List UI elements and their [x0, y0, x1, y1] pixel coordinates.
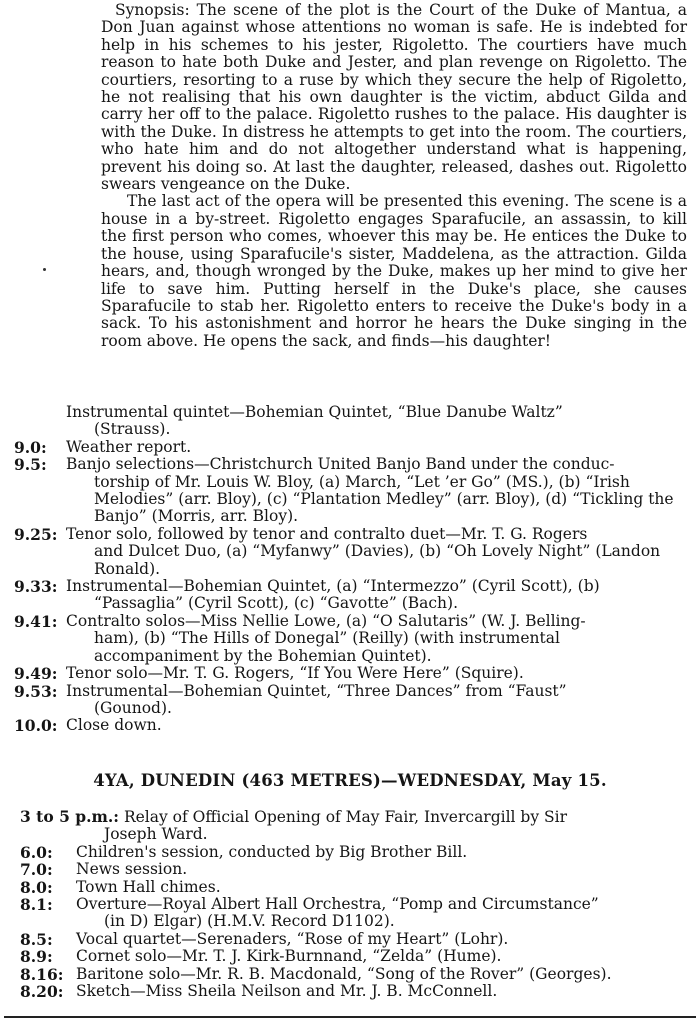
program-description: Overture—Royal Albert Hall Orchestra, “Pomp and Circumstance”: [76, 895, 599, 914]
program-description: Sketch—Miss Sheila Neilson and Mr. J. B. McConnell.: [76, 982, 498, 1001]
program-item: [14, 439, 688, 456]
program-time: 8.0:: [20, 877, 53, 897]
program-description-continued: Joseph Ward.: [104, 825, 208, 844]
program-description: Relay of Official Opening of May Fair, Invercargill by Sir: [123, 808, 568, 826]
program-list-dunedin: [20, 808, 690, 1000]
program-description: Contralto solos—Miss Nellie Lowe, (a) “O Salutaris” (W. J. Belling-: [66, 611, 586, 630]
program-item: [20, 844, 690, 861]
program-item: [14, 404, 688, 439]
program-time: 3 to 5 p.m.:: [20, 807, 120, 826]
program-time: 9.49:: [14, 664, 58, 684]
program-item: [14, 578, 688, 613]
program-description: Banjo selections—Christchurch United Banjo Band under the conduc-: [66, 455, 615, 474]
program-time: 8.5:: [20, 929, 53, 949]
program-description-continued: and Dulcet Duo, (a) “Myfanwy” (Davies), (b) “Oh Lovely Night” (Landon Ronald).: [94, 542, 661, 578]
program-description: Instrumental quintet—Bohemian Quintet, “Blue Danube Waltz”: [66, 403, 563, 421]
program-description-continued: (in D) Elgar) (H.M.V. Record D1102).: [104, 912, 395, 931]
program-description-continued: (Gounod).: [94, 698, 172, 717]
program-description-continued: ham), (b) “The Hills of Donegal” (Reilly) (with instrumental accompaniment by the Bohemian Quintet).: [94, 629, 560, 665]
program-description: Instrumental—Bohemian Quintet, “Three Dances” from “Faust”: [66, 681, 567, 700]
program-description: Children's session, conducted by Big Brother Bill.: [76, 842, 468, 861]
program-item: [14, 717, 688, 734]
opera-synopsis: [101, 2, 687, 350]
program-description: News session.: [76, 860, 188, 879]
program-item: [14, 613, 688, 665]
program-list-evening: [14, 404, 688, 735]
program-description: Weather report.: [66, 437, 192, 456]
program-item: [20, 808, 690, 844]
program-description-continued: “Passaglia” (Cyril Scott), (c) “Gavotte” (Bach).: [94, 594, 459, 613]
program-item: [20, 966, 690, 983]
program-item: [14, 456, 688, 526]
program-description: Tenor solo—Mr. T. G. Rogers, “If You Were Here” (Squire).: [66, 664, 524, 683]
column-bottom-rule: [4, 1016, 696, 1018]
program-time: 9.25:: [14, 524, 58, 544]
program-description: Cornet solo—Mr. T. J. Kirk-Burnnand, “Zelda” (Hume).: [76, 947, 502, 966]
program-time: 8.20:: [20, 982, 64, 1002]
program-time: 9.41:: [14, 611, 58, 631]
program-time: 9.5:: [14, 455, 47, 475]
program-description: Instrumental—Bohemian Quintet, (a) “Intermezzo” (Cyril Scott), (b): [66, 577, 600, 596]
program-description: Baritone solo—Mr. R. B. Macdonald, “Song of the Rover” (Georges).: [76, 964, 612, 983]
program-item: [20, 983, 690, 1000]
program-item: [20, 861, 690, 878]
program-item: [20, 896, 690, 931]
program-item: [14, 526, 688, 578]
program-time: 9.33:: [14, 577, 58, 597]
program-description: Close down.: [66, 716, 162, 735]
program-description-continued: (Strauss).: [94, 420, 171, 439]
program-time: 7.0:: [20, 860, 53, 880]
station-heading: 4YA, DUNEDIN (463 METRES)—WEDNESDAY, May 15.: [93, 771, 607, 790]
program-time: 8.16:: [20, 964, 64, 984]
program-item: [14, 665, 688, 682]
program-description: Town Hall chimes.: [76, 877, 221, 896]
synopsis-paragraph-1: Synopsis: The scene of the plot is the Court of the Duke of Mantua, a Don Juan against whose attentions no woman is safe. He is indebted for help in his schemes to his jester, Rigoletto. The courtiers have much reason to hate both Duke and Jester, and plan revenge on Rigoletto. The courtiers, resorting to a ruse by which they secure the help of Rigoletto, he not realising that his own daughter is the victim, abduct Gilda and carry her off to the palace. Rigoletto rushes to the palace. His daughter is with the Duke. In distress he attempts to get into the room. The courtiers, who hate him and do not altogether understand what is happening, prevent his doing so. At last the daughter, released, dashes out. Rigoletto swears vengeance on the Duke.: [101, 1, 687, 194]
synopsis-paragraph-2: The last act of the opera will be presented this evening. The scene is a house in a by-street. Rigoletto engages Sparafucile, an assassin, to kill the first person who comes, whoever this may be. He entices the Duke to the house, using Sparafucile's sister, Maddelena, as the attraction. Gilda hears, and, though wronged by the Duke, makes up her mind to give her life to save him. Putting herself in the Duke's place, she causes Sparafucile to stab her. Rigoletto enters to receive the Duke's body in a sack. To his astonishment and horror he hears the Duke singing in the room above. He opens the sack, and finds—his daughter!: [101, 192, 687, 350]
program-time: 8.9:: [20, 947, 53, 967]
program-time: 10.0:: [14, 716, 58, 736]
program-item: [20, 948, 690, 965]
print-speck: [43, 268, 46, 271]
program-time: 6.0:: [20, 842, 53, 862]
program-description-continued: torship of Mr. Louis W. Bloy, (a) March, “Let ’er Go” (MS.), (b) “Irish Melodies” (arr. Bloy), (c) “Plantation Medley” (arr. Bloy), (d) “Tickling the Banjo” (Morris, arr. Bloy).: [94, 472, 674, 526]
program-item: [20, 931, 690, 948]
program-description: Vocal quartet—Serenaders, “Rose of my Heart” (Lohr).: [76, 929, 509, 948]
program-description: Tenor solo, followed by tenor and contralto duet—Mr. T. G. Rogers: [66, 524, 588, 543]
program-item: [14, 683, 688, 718]
program-time: 9.0:: [14, 437, 47, 457]
program-time: 8.1:: [20, 895, 53, 915]
program-time: 9.53:: [14, 681, 58, 701]
program-item: [20, 879, 690, 896]
